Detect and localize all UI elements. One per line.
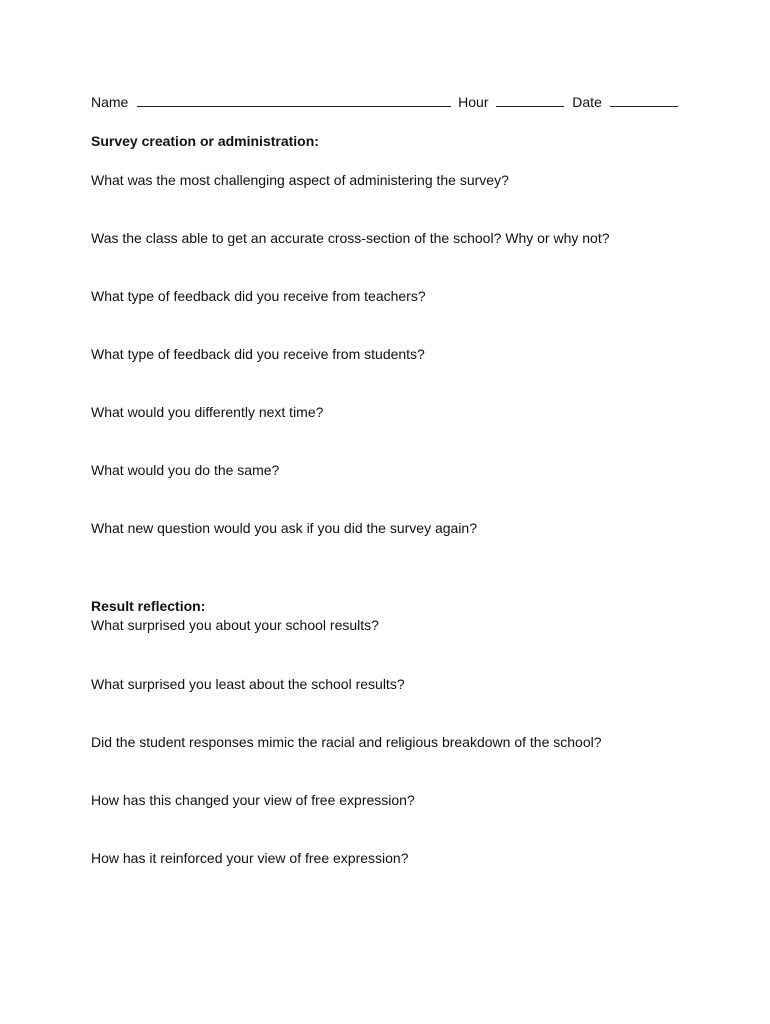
- hour-field[interactable]: [496, 93, 564, 107]
- question-12: How has it reinforced your view of free expression?: [91, 850, 409, 866]
- question-4: What type of feedback did you receive from students?: [91, 346, 425, 362]
- question-8: What surprised you about your school results?: [91, 617, 379, 633]
- hour-label: Hour: [458, 94, 489, 110]
- question-2: Was the class able to get an accurate cross-section of the school? Why or why not?: [91, 230, 610, 246]
- name-field[interactable]: [137, 93, 451, 107]
- header-line: [91, 93, 678, 111]
- question-6: What would you do the same?: [91, 462, 280, 478]
- question-9: What surprised you least about the school results?: [91, 676, 405, 692]
- question-11: How has this changed your view of free expression?: [91, 792, 415, 808]
- question-7: What new question would you ask if you did the survey again?: [91, 520, 478, 536]
- question-5: What would you differently next time?: [91, 404, 324, 420]
- date-label: Date: [572, 94, 602, 110]
- question-10: Did the student responses mimic the racial and religious breakdown of the school?: [91, 734, 602, 750]
- date-field[interactable]: [610, 93, 678, 107]
- question-3: What type of feedback did you receive from teachers?: [91, 288, 426, 304]
- name-label: Name: [91, 94, 129, 110]
- section-heading-results: Result reflection:: [91, 598, 206, 614]
- section-heading-survey: Survey creation or administration:: [91, 133, 319, 149]
- question-1: What was the most challenging aspect of administering the survey?: [91, 172, 509, 188]
